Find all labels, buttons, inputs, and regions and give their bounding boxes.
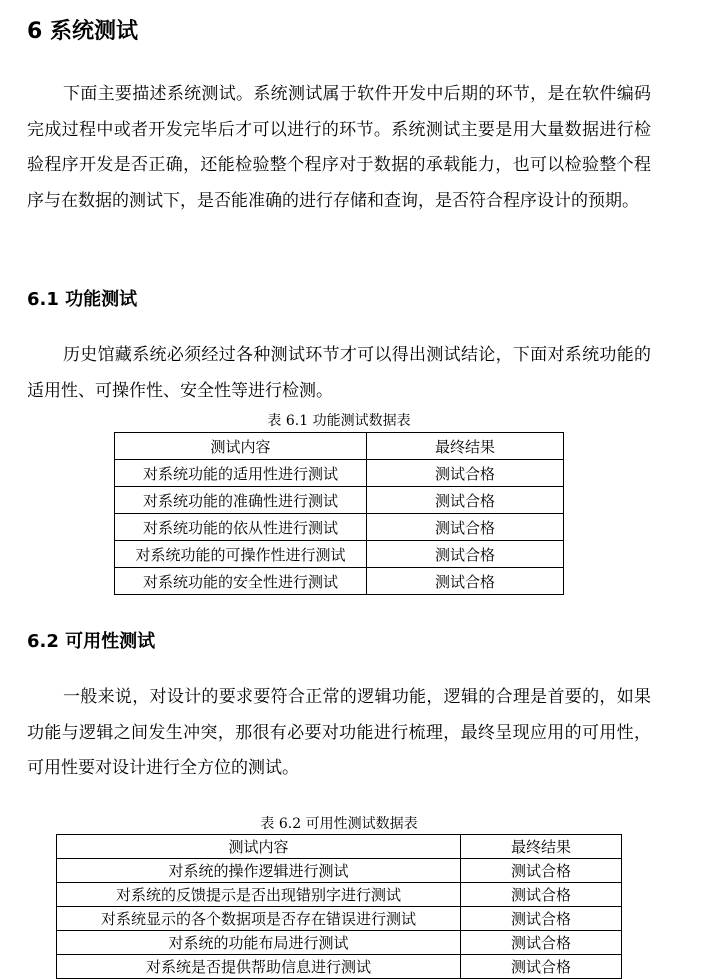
table-cell: 测试合格 (367, 487, 564, 514)
table-cell: 对系统功能的安全性进行测试 (115, 568, 367, 595)
table-header-row (57, 835, 622, 859)
table-cell: 对系统的操作逻辑进行测试 (57, 859, 461, 883)
table-header-cell: 测试内容 (57, 835, 461, 859)
table-row (57, 859, 622, 883)
table-cell: 测试合格 (367, 460, 564, 487)
table-row (115, 487, 564, 514)
table-cell: 测试合格 (367, 514, 564, 541)
table-row (57, 907, 622, 931)
table-cell: 测试合格 (461, 931, 622, 955)
subsection-title-6-1: 6.1 功能测试 (27, 289, 138, 310)
table-row (115, 568, 564, 595)
table-cell: 测试合格 (461, 859, 622, 883)
table-cell: 测试合格 (461, 907, 622, 931)
table-cell: 对系统显示的各个数据项是否存在错误进行测试 (57, 907, 461, 931)
table-header-cell: 测试内容 (115, 433, 367, 460)
table-caption-6-1: 表 6.1 功能测试数据表 (267, 413, 411, 429)
table-row (115, 514, 564, 541)
table-row (115, 541, 564, 568)
table-row (57, 883, 622, 907)
table-cell: 对系统的功能布局进行测试 (57, 931, 461, 955)
subsection-paragraph-6-1: 历史馆藏系统必须经过各种测试环节才可以得出测试结论，下面对系统功能的适用性、可操作性、安全性等进行检测。 (27, 345, 651, 401)
section-paragraph: 下面主要描述系统测试。系统测试属于软件开发中后期的环节，是在软件编码完成过程中或者开发完毕后才可以进行的环节。系统测试主要是用大量数据进行检验程序开发是否正确，还能检验整个程序对于数据的承载能力，也可以检验整个程序与在数据的测试下，是否能准确的进行存储和查询，是否符合程序设计的预期。 (27, 84, 651, 211)
table-cell: 对系统功能的准确性进行测试 (115, 487, 367, 514)
table-cell: 测试合格 (461, 883, 622, 907)
table-row (57, 931, 622, 955)
table-cell: 测试合格 (461, 955, 622, 979)
table-header-cell: 最终结果 (461, 835, 622, 859)
section-title: 6 系统测试 (27, 19, 138, 44)
table-cell: 对系统功能的适用性进行测试 (115, 460, 367, 487)
subsection-paragraph-6-2: 一般来说，对设计的要求要符合正常的逻辑功能，逻辑的合理是首要的，如果功能与逻辑之间发生冲突，那很有必要对功能进行梳理，最终呈现应用的可用性，可用性要对设计进行全方位的测试。 (27, 687, 651, 778)
table-caption-6-2: 表 6.2 可用性测试数据表 (260, 816, 418, 832)
usability-test-table (56, 834, 622, 979)
table-cell: 测试合格 (367, 541, 564, 568)
table-cell: 对系统功能的依从性进行测试 (115, 514, 367, 541)
table-header-row (115, 433, 564, 460)
table-cell: 对系统是否提供帮助信息进行测试 (57, 955, 461, 979)
table-cell: 对系统的反馈提示是否出现错别字进行测试 (57, 883, 461, 907)
table-row (115, 460, 564, 487)
table-cell: 测试合格 (367, 568, 564, 595)
table-header-cell: 最终结果 (367, 433, 564, 460)
function-test-table (114, 432, 564, 595)
subsection-title-6-2: 6.2 可用性测试 (27, 631, 156, 652)
table-cell: 对系统功能的可操作性进行测试 (115, 541, 367, 568)
